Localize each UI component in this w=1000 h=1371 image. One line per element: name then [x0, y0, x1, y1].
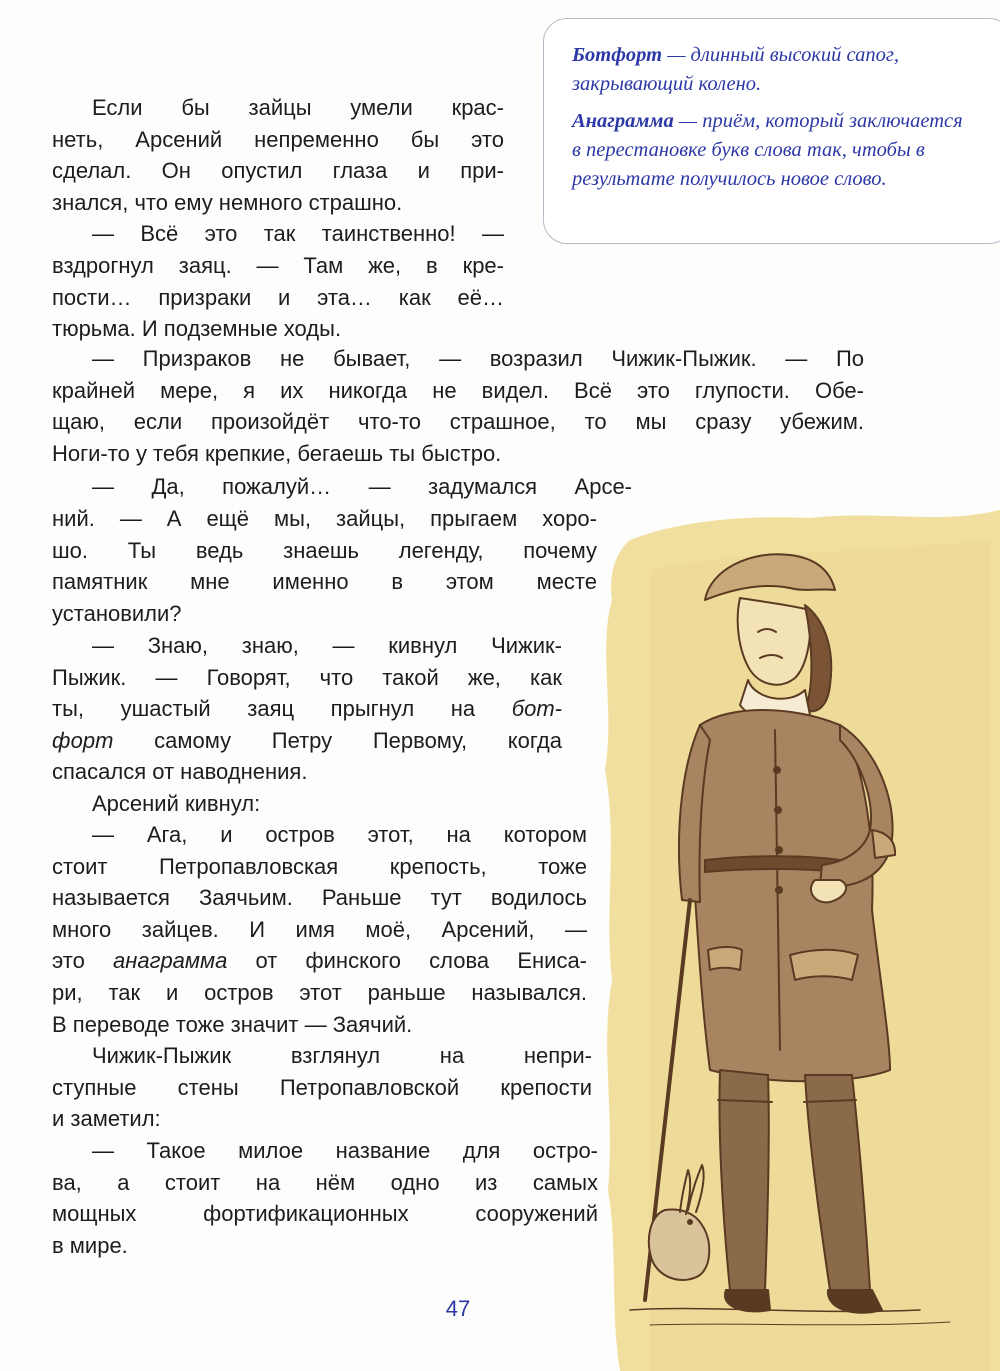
text-line: Чижик-Пыжик взглянул на непри-	[92, 1043, 592, 1068]
text-line: пости… призраки и эта… как её…	[52, 284, 504, 310]
text-fragment: от финского слова Ениса-	[227, 948, 588, 974]
text-line: много зайцев. И имя моё, Арсений, —	[52, 916, 587, 942]
text-line: вздрогнул заяц. — Там же, в кре-	[52, 252, 504, 278]
text-line: ступные стены Петропавловской крепости	[52, 1074, 592, 1100]
text-line: — Да, пожалуй… — задумался Арсе-	[92, 474, 632, 499]
text-line: в мире.	[52, 1232, 128, 1258]
illustration-svg	[590, 510, 1000, 1371]
text-line: знался, что ему немного страшно.	[52, 189, 403, 215]
text-line: и заметил:	[52, 1106, 161, 1132]
page-number: 47	[445, 1296, 471, 1321]
term-botfort-italic-cont: форт	[52, 727, 114, 753]
text-line: — Всё это так таинственно! —	[92, 221, 504, 247]
paragraph-4-first-line	[52, 471, 632, 503]
text-line: Ноги-то у тебя крепкие, бегаешь ты быстро.	[52, 440, 502, 466]
glossary-def-anagram: — приём, который заключается в перестановке букв слова так, чтобы в результате получилось новое слово.	[572, 110, 963, 190]
text-line: ри, так и остров этот раньше назывался.	[52, 979, 587, 1005]
text-line: сделал. Он опустил глаза и при-	[52, 158, 504, 184]
glossary-box	[543, 18, 1000, 244]
text-line: стоит Петропавловская крепость, тоже	[52, 853, 587, 879]
paragraph-6	[52, 819, 587, 1040]
text-line: шо. Ты ведь знаешь легенду, почему	[52, 537, 597, 563]
text-line: — Такое милое название для остро-	[92, 1138, 598, 1163]
text-line: тюрьма. И подземные ходы.	[52, 316, 342, 342]
paragraph-4	[52, 503, 597, 629]
text-line: мощных фортификационных сооружений	[52, 1201, 598, 1227]
text-line: крайней мере, я их никогда не видел. Всё это глупости. Обе-	[52, 377, 864, 403]
paragraph-1	[52, 92, 504, 345]
glossary-term-botfort: Ботфорт	[572, 44, 663, 66]
text-line: щаю, если произойдёт что-то страшное, то мы сразу убежим.	[52, 409, 864, 435]
text-line: Если бы зайцы умели крас-	[92, 95, 504, 120]
paragraph-7	[52, 1040, 592, 1135]
text-line: — Ага, и остров этот, на котором	[92, 822, 587, 847]
text-fragment: это	[52, 948, 114, 974]
text-line: Арсений кивнул:	[92, 790, 261, 816]
glossary-entry-botfort	[572, 41, 972, 99]
text-line: ний. — А ещё мы, зайцы, прыгаем хоро-	[52, 506, 597, 531]
belt	[705, 856, 840, 872]
glossary-term-anagram: Анаграмма	[572, 110, 674, 132]
text-line: — Призраков не бывает, — возразил Чижик-Пыжик. — По	[92, 346, 864, 371]
text-line	[52, 725, 562, 757]
text-line	[52, 945, 587, 977]
text-line: памятник мне именно в этом месте	[52, 569, 597, 595]
text-line: установили?	[52, 600, 182, 626]
paragraph-8	[52, 1135, 598, 1261]
glossary-entry-anagram	[572, 107, 972, 194]
text-line: — Знаю, знаю, — кивнул Чижик-	[92, 633, 562, 658]
text-line	[52, 693, 562, 725]
text-line: называется Заячьим. Раньше тут водилось	[52, 885, 587, 911]
text-line: Пыжик. — Говорят, что такой же, как	[52, 664, 562, 690]
illustration-peter-the-great	[590, 510, 1000, 1371]
paragraph-5	[52, 630, 562, 820]
text-line: В переводе тоже значит — Заячий.	[52, 1011, 413, 1037]
text-fragment: ты, ушастый заяц прыгнул на	[52, 696, 512, 722]
text-fragment: самому Петру Первому, когда	[113, 727, 562, 753]
glossary-def-botfort: — длинный высокий сапог, закрывающий колено.	[572, 44, 899, 95]
term-anagram-italic: анаграмма	[113, 948, 228, 974]
paragraph-3	[52, 343, 864, 469]
term-botfort-italic: бот-	[511, 696, 562, 722]
boot-left	[719, 1070, 768, 1290]
text-line: спасался от наводнения.	[52, 759, 308, 785]
text-line: неть, Арсений непременно бы это	[52, 126, 504, 152]
text-line: ва, а стоит на нём одно из самых	[52, 1169, 598, 1195]
